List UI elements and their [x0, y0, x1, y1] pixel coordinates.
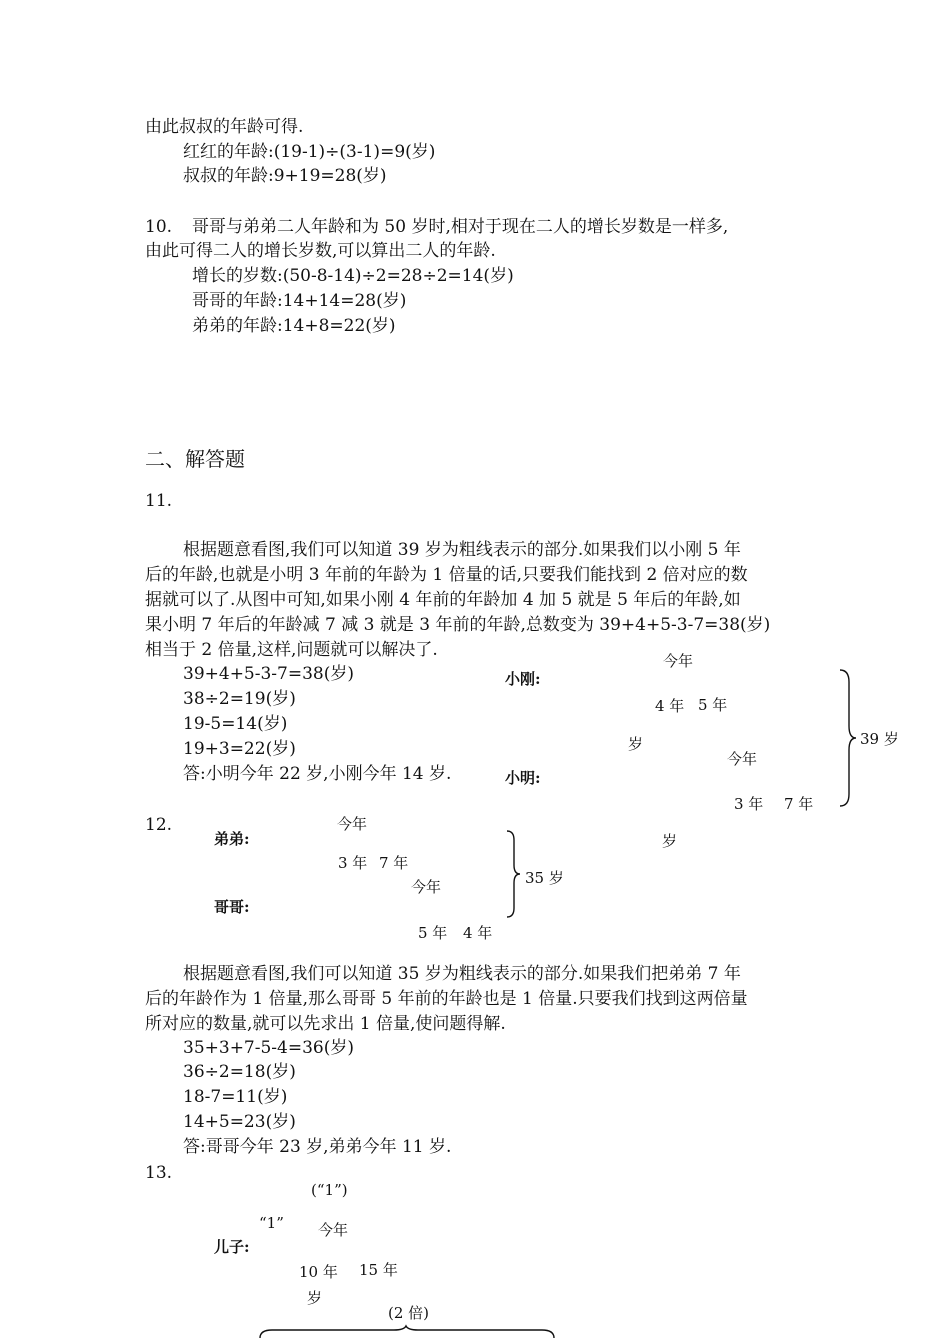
diagram-label-one-times: (“1”): [311, 1181, 348, 1199]
question-number: 10.: [145, 217, 173, 237]
diagram-label-years: 4 年: [655, 697, 685, 715]
calc-line: 增长的岁数:(50-8-14)÷2=28÷2=14(岁): [192, 266, 514, 286]
diagram-label-years: 5 年: [418, 924, 448, 942]
diagram-label-age: 岁: [628, 735, 644, 753]
paragraph-line: 根据题意看图,我们可以知道 39 岁为粗线表示的部分.如果我们以小刚 5 年: [183, 540, 741, 560]
question-number: 13.: [145, 1163, 173, 1183]
bottom-brace: [258, 1326, 558, 1340]
paragraph-line: 后的年龄作为 1 倍量,那么哥哥 5 年前的年龄也是 1 倍量.只要我们找到这两倍量: [145, 989, 748, 1009]
diagram-label-age: 岁: [662, 832, 678, 850]
diagram-label-this-year: 今年: [663, 652, 694, 670]
calc-line: 36÷2=18(岁): [183, 1062, 296, 1082]
right-brace: [505, 829, 523, 919]
diagram-label-years: 3 年: [338, 854, 368, 872]
diagram-label-this-year: 今年: [318, 1221, 349, 1239]
text-line: 由此可得二人的增长岁数,可以算出二人的年龄.: [145, 241, 496, 261]
paragraph-line: 据就可以了.从图中可知,如果小刚 4 年前的年龄加 4 加 5 就是 5 年后的年龄,如: [145, 590, 741, 610]
paragraph-line: 果小明 7 年后的年龄减 7 减 3 就是 3 年前的年龄,总数变为 39+4+5-3-7=38(岁): [145, 615, 771, 635]
text-line: 由此叔叔的年龄可得.: [145, 117, 304, 137]
diagram-label-xiaogang: 小刚:: [505, 670, 541, 688]
diagram-label-years: 7 年: [379, 854, 409, 872]
paragraph-line: 所对应的数量,就可以先求出 1 倍量,使问题得解.: [145, 1014, 506, 1034]
diagram-label-didi: 弟弟:: [214, 830, 250, 848]
diagram-label-one-times: “1”: [259, 1214, 284, 1232]
diagram-label-son: 儿子:: [214, 1238, 250, 1256]
text-line: 叔叔的年龄:9+19=28(岁): [183, 166, 387, 186]
diagram-label-this-year: 今年: [337, 815, 368, 833]
diagram-label-this-year: 今年: [411, 878, 442, 896]
answer-line: 答:小明今年 22 岁,小刚今年 14 岁.: [183, 764, 452, 784]
diagram-total: 35 岁: [525, 869, 564, 887]
diagram-label-years: 3 年: [734, 795, 764, 813]
calc-line: 弟弟的年龄:14+8=22(岁): [192, 316, 396, 336]
calc-line: 18-7=11(岁): [183, 1087, 288, 1107]
calc-line: 14+5=23(岁): [183, 1112, 296, 1132]
calc-line: 38÷2=19(岁): [183, 689, 296, 709]
calc-line: 19+3=22(岁): [183, 739, 296, 759]
diagram-label-years: 4 年: [463, 924, 493, 942]
question-number: 11.: [145, 491, 173, 511]
answer-line: 答:哥哥今年 23 岁,弟弟今年 11 岁.: [183, 1137, 452, 1157]
paragraph-line: 相当于 2 倍量,这样,问题就可以解决了.: [145, 640, 438, 660]
paragraph-line: 后的年龄,也就是小明 3 年前的年龄为 1 倍量的话,只要我们能找到 2 倍对应的数: [145, 565, 748, 585]
diagram-label-years: 5 年: [698, 696, 728, 714]
right-brace: [838, 668, 858, 808]
diagram-label-years: 10 年: [299, 1263, 338, 1281]
calc-line: 39+4+5-3-7=38(岁): [183, 664, 355, 684]
calc-line: 哥哥的年龄:14+14=28(岁): [192, 291, 407, 311]
diagram-label-xiaoming: 小明:: [505, 769, 541, 787]
paragraph-line: 根据题意看图,我们可以知道 35 岁为粗线表示的部分.如果我们把弟弟 7 年: [183, 964, 741, 984]
diagram-label-years: 7 年: [784, 795, 814, 813]
diagram-label-gege: 哥哥:: [214, 898, 250, 916]
section-title: 二、解答题: [145, 447, 245, 471]
diagram-label-double: (2 倍): [388, 1304, 430, 1322]
text-line: 哥哥与弟弟二人年龄和为 50 岁时,相对于现在二人的增长岁数是一样多,: [192, 217, 729, 237]
text-line: 红红的年龄:(19-1)÷(3-1)=9(岁): [183, 142, 436, 162]
question-number: 12.: [145, 815, 173, 835]
diagram-label-years: 15 年: [359, 1261, 398, 1279]
diagram-label-this-year: 今年: [727, 750, 758, 768]
calc-line: 35+3+7-5-4=36(岁): [183, 1038, 355, 1058]
diagram-label-age: 岁: [307, 1289, 323, 1307]
calc-line: 19-5=14(岁): [183, 714, 288, 734]
diagram-total: 39 岁: [860, 730, 899, 748]
